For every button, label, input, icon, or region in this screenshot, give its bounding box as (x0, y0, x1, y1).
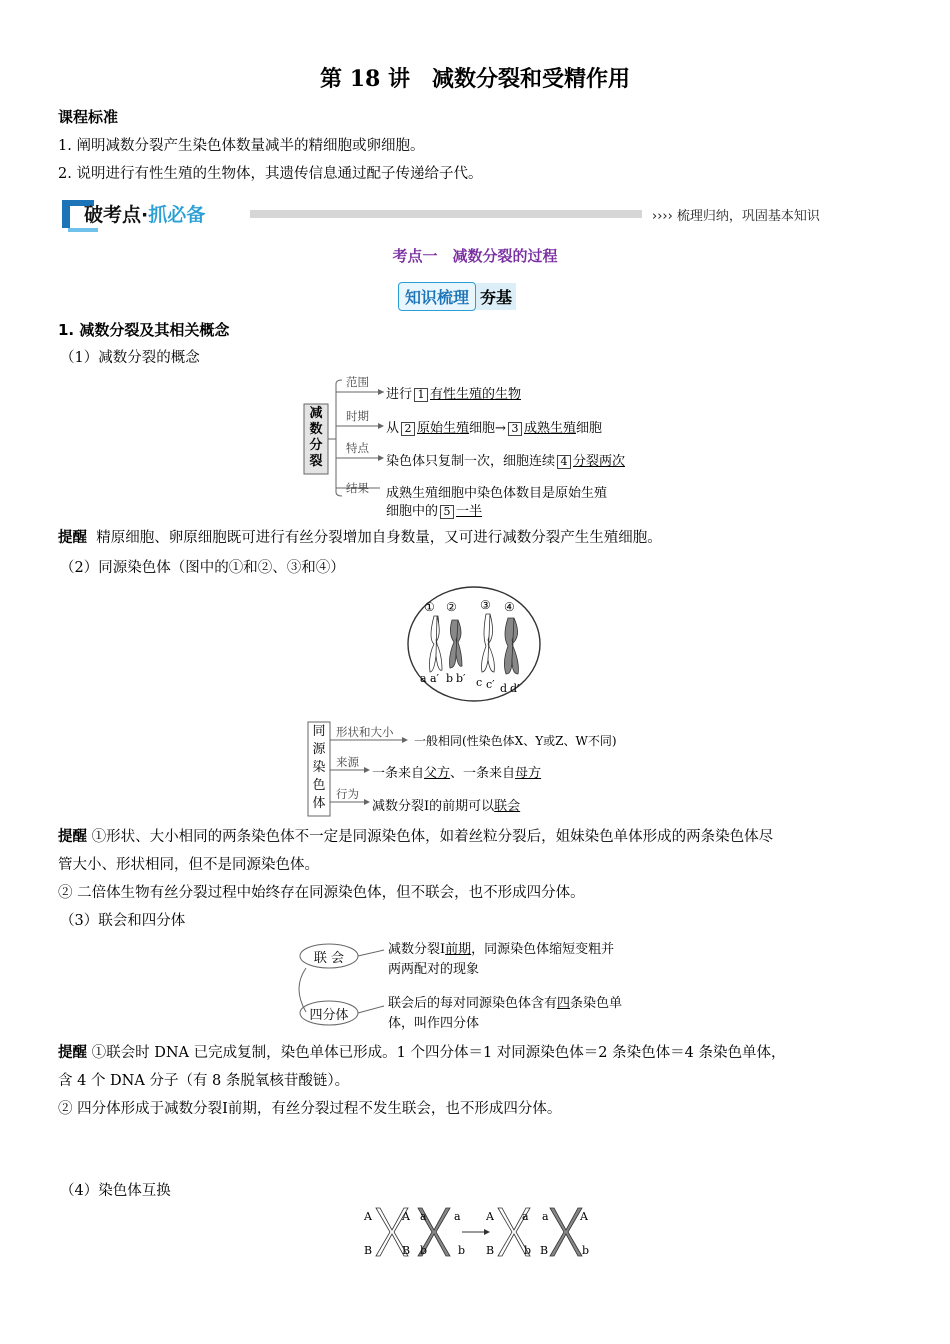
crossover-left-3: B (364, 1244, 373, 1257)
concept-label-4: 结果 (346, 481, 369, 495)
concept-label-1: 范围 (346, 375, 369, 389)
answer-prophase: 前期 (445, 942, 472, 957)
zhishi-label (398, 282, 516, 310)
homolog-char-2: 源 (312, 742, 326, 757)
homolog-char-4: 色 (312, 778, 326, 793)
concept-row-4-text: 细胞中的 (386, 504, 439, 519)
node-synapsis: 联 会 (313, 951, 345, 966)
tip-3-line-3: ② 四分体形成于减数分裂Ⅰ前期，有丝分裂过程不发生联会，也不形成四分体。 (58, 1101, 562, 1117)
chromosome-number-1: ① (424, 600, 435, 614)
crossover-right-4: B (540, 1244, 549, 1257)
concept-label-2: 时期 (346, 409, 369, 423)
node-tetrad: 四分体 (309, 1008, 349, 1023)
answer-2: 原始生殖 (417, 421, 470, 436)
concept-row-1 (386, 383, 521, 402)
answer-3: 成熟生殖 (523, 421, 576, 436)
page-title: 第 18 讲 减数分裂和受精作用 (320, 66, 630, 92)
answer-4: 分裂两次 (573, 454, 626, 469)
homolog-label-3: 行为 (336, 787, 359, 801)
allele-a: a (420, 672, 427, 685)
crossover-right-6: A (580, 1210, 588, 1223)
homolog-row-2 (372, 762, 541, 781)
homolog-row-3-text: 减数分裂Ⅰ的前期可以 (372, 799, 495, 814)
synapsis-text-1 (388, 938, 614, 957)
tip-2 (58, 826, 908, 904)
sub-heading-2: （2）同源染色体（图中的①和②、③和④） (60, 560, 345, 576)
standard-item-2: 2. 说明进行有性生殖的生物体，其遗传信息通过配子传递给子代。 (58, 166, 483, 182)
crossover-left-7: b (420, 1244, 428, 1257)
answer-father: 父方 (424, 766, 451, 781)
crossover-right-1: A (486, 1210, 494, 1223)
section-1-heading: 1. 减数分裂及其相关概念 (58, 321, 230, 339)
tetrad-text-2a: 联会后的每对同源染色体含有 (388, 996, 558, 1011)
crossover-left-8: b (458, 1244, 466, 1257)
tip-1 (58, 527, 898, 549)
homolog-char-1: 同 (312, 724, 326, 739)
concept-center: 减数分裂 (309, 406, 323, 469)
homolog-label-2: 来源 (336, 755, 359, 769)
synapsis-diagram (288, 936, 668, 1032)
synapsis-text-1b: ，同源染色体缩短变粗并 (471, 942, 615, 957)
crossover-right-7: b (524, 1244, 532, 1257)
homolog-char-5: 体 (312, 796, 326, 811)
chromosome-number-3: ③ (480, 598, 491, 612)
banner-right: 抓必备 (148, 204, 206, 226)
concept-row-2-text: 从 (386, 421, 400, 436)
sub-heading-1: （1）减数分裂的概念 (60, 350, 200, 366)
homologous-chromosome-figure (404, 584, 544, 704)
standard-item-1: 1. 阐明减数分裂产生染色体数量减半的精细胞或卵细胞。 (58, 138, 425, 154)
homolog-row-2-mid: 、一条来自 (450, 766, 516, 781)
homolog-center (312, 723, 326, 813)
zhishi-right: 夯基 (476, 283, 516, 310)
section-banner (58, 196, 858, 236)
crossover-left-4: B (402, 1244, 411, 1257)
crossover-right-2: a (522, 1210, 529, 1223)
standard-heading: 课程标准 (58, 108, 119, 126)
crossover-graphic (360, 1202, 600, 1262)
blank-number-1: 1 (414, 388, 428, 402)
homolog-row-1: 一般相同(性染色体X、Y或Z、W不同) (414, 734, 617, 748)
blank-number-4: 4 (557, 455, 571, 469)
allele-d-prime: d′ (510, 682, 520, 695)
answer-synapsis: 联会 (494, 799, 521, 814)
concept-row-3-text: 染色体只复制一次，细胞连续 (386, 454, 556, 469)
crossover-left-6: a (454, 1210, 461, 1223)
crossover-right-3: B (486, 1244, 495, 1257)
allele-d: d (500, 682, 508, 695)
tip-3-label: 提醒 (58, 1045, 87, 1061)
banner-dot: · (141, 204, 149, 226)
concept-row-3 (386, 450, 625, 469)
homolog-row-2-text: 一条来自 (372, 766, 425, 781)
banner-tagline: ›››› 梳理归纳，巩固基本知识 (652, 209, 820, 224)
allele-b: b (446, 672, 454, 685)
tip-2-line-1: ①形状、大小相同的两条染色体不一定是同源染色体，如着丝粒分裂后，姐妹染色单体形成的两条染色体尽 (91, 829, 774, 845)
tip-1-text: 精原细胞、卵原细胞既可进行有丝分裂增加自身数量，又可进行减数分裂产生生殖细胞。 (96, 530, 662, 546)
concept-row-4a: 成熟生殖细胞中染色体数目是原始生殖 (386, 486, 608, 501)
crossover-right-5: a (542, 1210, 549, 1223)
tip-3-line-2: 含 4 个 DNA 分子（有 8 条脱氧核苷酸链）。 (58, 1073, 350, 1089)
synapsis-text-1c: 两两配对的现象 (388, 962, 480, 977)
chromosome-number-2: ② (446, 600, 457, 614)
tip-2-line-2: 管大小、形状相同，但不是同源染色体。 (58, 857, 319, 873)
tip-3-line-1: ①联会时 DNA 已完成复制，染色单体已形成。1 个四分体＝1 对同源染色体＝2 条染色体＝4 条染色单体， (91, 1045, 786, 1061)
blank-number-5: 5 (440, 505, 454, 519)
kaodian-title: 考点一 减数分裂的过程 (392, 247, 558, 265)
answer-5: 一半 (456, 504, 483, 519)
allele-c-prime: c′ (486, 678, 495, 691)
chromosome-number-4: ④ (504, 600, 515, 614)
sub-heading-4: （4）染色体互换 (60, 1183, 171, 1199)
concept-row-1-text: 进行 (386, 387, 413, 402)
concept-label-3: 特点 (346, 441, 369, 455)
homolog-row-3 (372, 795, 520, 814)
zhishi-left: 知识梳理 (398, 282, 476, 311)
tip-1-label: 提醒 (58, 530, 87, 546)
concept-row-4b (386, 500, 482, 519)
tetrad-text-2c: 体，叫作四分体 (388, 1016, 480, 1031)
allele-c: c (476, 676, 483, 689)
blank-number-2: 2 (401, 422, 415, 436)
blank-number-3: 3 (508, 422, 522, 436)
tip-3 (58, 1042, 908, 1120)
answer-mother: 母方 (515, 766, 542, 781)
concept-row-2-text3: 细胞 (575, 421, 602, 436)
allele-b-prime: b′ (456, 672, 466, 685)
crossover-left-1: A (364, 1210, 372, 1223)
crossover-right-8: b (582, 1244, 590, 1257)
concept-diagram (300, 372, 660, 518)
sub-heading-3: （3）联会和四分体 (60, 913, 186, 929)
homolog-diagram (306, 720, 656, 820)
banner-left: 破考点 (84, 204, 142, 226)
concept-row-2-text2: 细胞→ (469, 421, 506, 436)
tetrad-text-1 (388, 992, 622, 1011)
homolog-label-1: 形状和大小 (336, 725, 394, 739)
crossover-left-2: A (402, 1210, 410, 1223)
allele-a-prime: a′ (430, 672, 440, 685)
tip-2-line-3: ② 二倍体生物有丝分裂过程中始终存在同源染色体，但不联会，也不形成四分体。 (58, 885, 585, 901)
tip-2-label: 提醒 (58, 829, 87, 845)
answer-four: 四 (557, 996, 571, 1011)
crossover-left-5: a (420, 1210, 427, 1223)
concept-row-2 (386, 417, 602, 436)
answer-1: 有性生殖的生物 (430, 387, 522, 402)
homolog-char-3: 染 (312, 760, 326, 775)
tetrad-text-2b: 条染色单 (570, 996, 623, 1011)
synapsis-text-1a: 减数分裂Ⅰ (388, 942, 446, 957)
crossover-figure (360, 1202, 600, 1262)
